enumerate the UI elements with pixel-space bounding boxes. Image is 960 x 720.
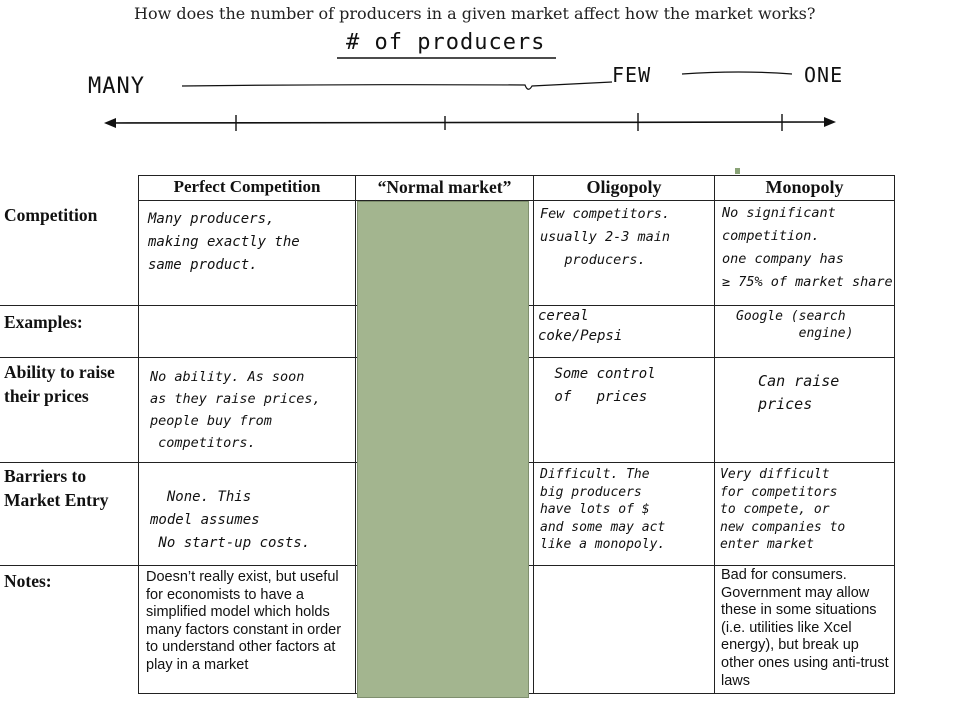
row-label-barriers-to-entry: Barriers to Market Entry [4,466,109,510]
few-one-bracket [682,72,792,74]
cell-competition-monopoly: No significant competition. one company has ≥ 75% of market share [722,205,893,290]
axis-left-label: MANY [88,74,145,99]
axis-right-label: ONE [804,63,844,87]
axis-title: # of producers [346,30,546,55]
column-header-oligopoly: Oligopoly [586,177,662,197]
axis-middle-label: FEW [612,63,652,87]
cell-ability-monopoly: Can raise prices [758,372,840,413]
cell-notes-perfect: Doesn’t really exist, but useful for economists to have a simplified model which holds many factors constant in order to understand other factors at play in a market [146,569,342,673]
worksheet-question: How does the number of producers in a given market affect how the market works? [134,4,816,23]
producer-spectrum [0,0,960,170]
column-header-normal-market: “Normal market” [377,177,512,197]
axis-arrow-right [824,117,836,127]
table-border [355,175,356,694]
cell-barriers-perfect: None. This model assumes No start-up costs. [150,489,311,551]
many-bracket [182,82,612,89]
column-header-perfect-competition: Perfect Competition [173,177,321,196]
cell-notes-monopoly: Bad for consumers. Government may allow these in some situations (i.e. utilities like Xcel energy), but break up other ones using anti-trust laws [721,567,889,689]
cell-examples-oligopoly: cereal coke/Pepsi [538,308,623,344]
row-label-examples: Examples: [4,312,83,332]
cell-barriers-monopoly: Very difficult for competitors to compete, or new companies to enter market [720,467,846,552]
table-border [894,175,895,694]
normal-market-cover-panel [357,201,529,698]
cell-examples-monopoly: Google (search engine) [736,309,854,341]
table-border [138,175,139,694]
row-label-ability-to-raise-prices: Ability to raise their prices [4,362,115,406]
row-label-notes: Notes: [4,571,52,591]
ink-dot [735,168,740,174]
column-header-monopoly: Monopoly [765,177,844,197]
cell-ability-perfect: No ability. As soon as they raise prices, people buy from competitors. [150,369,321,451]
cell-ability-oligopoly: Some control of prices [554,366,656,405]
spectrum-axis [108,122,832,123]
table-border [533,175,534,694]
cell-competition-oligopoly: Few competitors. usually 2-3 main producers. [540,206,671,268]
row-label-competition: Competition [4,205,98,225]
cell-competition-perfect: Many producers, making exactly the same product. [148,211,300,273]
table-border [714,175,715,694]
cell-barriers-oligopoly: Difficult. The big producers have lots of $ and some may act like a monopoly. [540,467,666,552]
axis-arrow-left [104,118,116,128]
